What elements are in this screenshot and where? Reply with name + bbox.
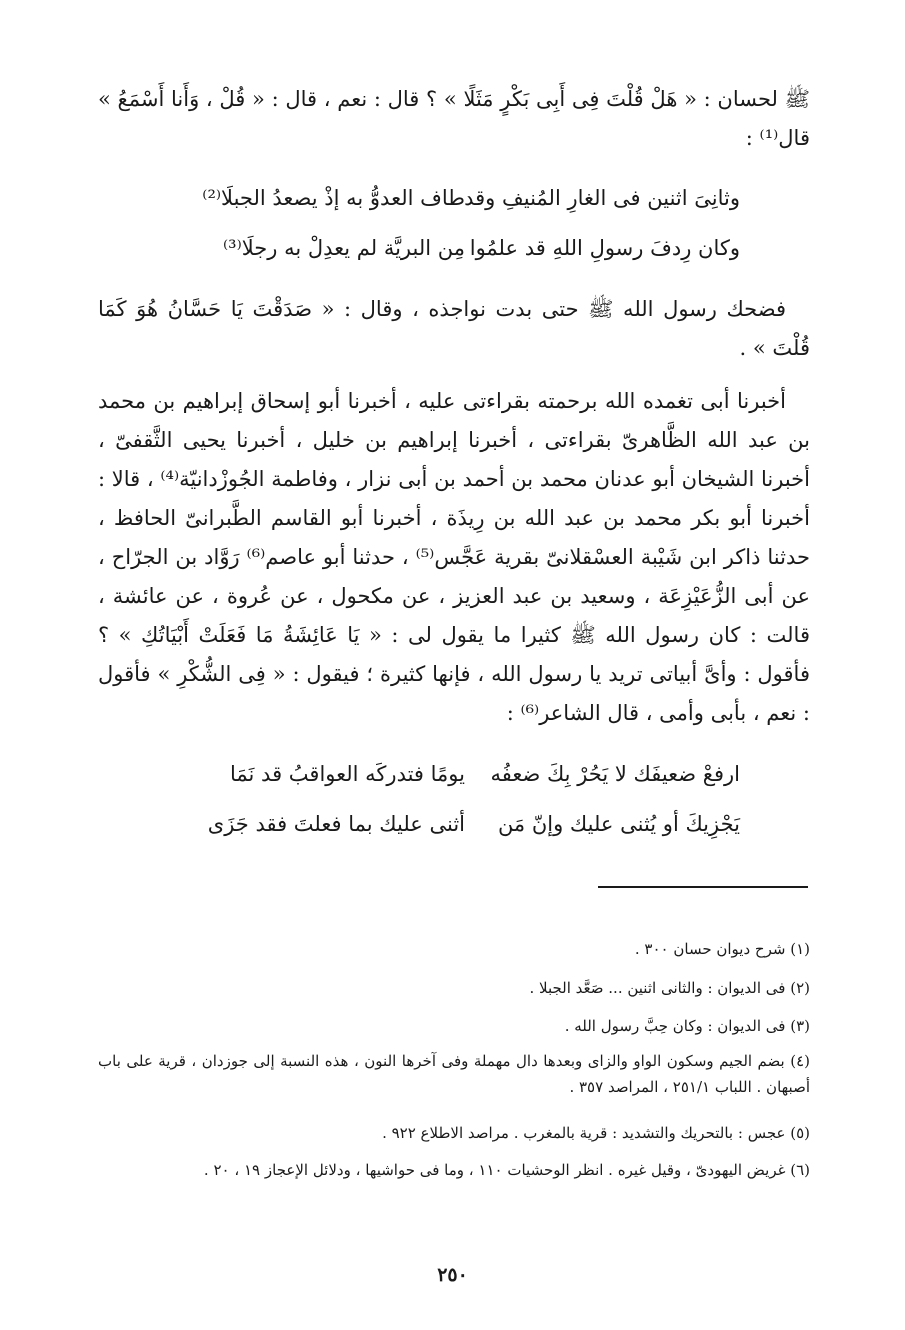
verse-3-second-hemistich: يومًا فتدركَه العواقبُ قد نَمَا [230,762,465,786]
verse-4-second-hemistich: أثنى عليك بما فعلتَ فقد جَزَى [207,812,465,836]
verse-1-second-hemistich: طاف العدوُّ به إذْ يصعدُ الجبلَا⁽²⁾ [202,186,465,210]
paragraph-hassan-dialogue: ﷺ لحسان : « هَلْ قُلْتَ فِى أَبِى بَكْرٍ مَثَلًا » ؟ قال : نعم ، قال : « قُلْ ، وَأَنا أَسْمَعُ » قال⁽¹⁾ : [98,87,810,150]
footnote-4: (٤) بضم الجيم وسكون الواو والزاى وبعدها دال مهملة وفى آخرها النون ، هذه النسبة إلى جوزدان ، قرية على باب أصبهان . اللباب ٢٥١/١ ، المراصد ٣٥٧ . [98,1052,810,1096]
footnote-6: (٦) غريض اليهودىّ ، وقيل غيره . انظر الوحشيات ١١٠ ، وما فى حواشيها ، ودلائل الإعجاز ١٩ ، ٢٠ . [203,1161,810,1179]
verse-line-2 [0,236,905,276]
footnote-1: (١) شرح ديوان حسان ٣٠٠ . [634,940,810,958]
verse-4-first-hemistich: يَجْزِيكَ أو يُثنى عليك وإنّ مَن [497,812,740,836]
paragraph-isnad-aisha: أخبرنا أبى تغمده الله برحمته بقراءتى عليه ، أخبرنا أبو إسحاق إبراهيم بن محمد بن عبد الله الظَّاهرىّ بقراءتى ، أخبرنا إبراهيم بن خليل ، أخبرنا يحيى الثَّقفىّ ، أخبرنا الشيخان أبو عدنان محمد بن أحمد بن أبى نزار ، وفاطمة الجُوزْدانيّة⁽⁴⁾ ، قالا : أخبرنا أبو بكر محمد بن عبد الله بن رِيذَة ، أخبرنا أبو القاسم الطَّبرانىّ الحافظ ، حدثنا ذاكر ابن شَيْبة العسْقلانىّ بقرية عَجَّس⁽⁵⁾ ، حدثنا أبو عاصم⁽⁶⁾ رَوَّاد بن الجرّاح ، عن أبى الزُّعَيْزِعَة ، وسعيد بن عبد العزيز ، عن مكحول ، عن عُروة ، عن عائشة ، قالت : كان رسول الله ﷺ كثيرا ما يقول لى : « يَا عَائِشَةُ مَا فَعَلَتْ أَبْيَاتُكِ » ؟ فأقول : وأىَّ أبياتى تريد يا رسول الله ، فإنها كثيرة ؛ فيقول : « فِى الشُّكْرِ » فأقول : نعم ، بأبى وأمى ، قال الشاعر⁽⁶⁾ : [98,389,810,725]
verse-line-4 [0,812,905,852]
page-number: ٢٥٠ [437,1264,468,1286]
verse-3-first-hemistich: ارفعْ ضعيفَك لا يَحُرْ بِكَ ضعفُه [490,762,740,786]
paragraph-prophet-laughed: فضحك رسول الله ﷺ حتى بدت نواجذه ، وقال : « صَدَقْتَ يَا حَسَّانُ هُوَ كَمَا قُلْتَ » . [98,297,810,360]
verse-1-first-hemistich: وثانِىَ اثنين فى الغارِ المُنيفِ وقد [464,186,740,210]
footnote-separator [598,886,808,888]
verse-line-1 [0,186,905,226]
footnote-5: (٥) عجس : بالتحريك والتشديد : قرية بالمغرب . مراصد الاطلاع ٩٢٢ . [382,1124,810,1142]
verse-2-first-hemistich: وكان رِدفَ رسولِ اللهِ قد علمُوا [469,236,740,260]
footnote-3: (٣) فى الديوان : وكان حِبَّ رسول الله . [564,1017,810,1035]
verse-2-second-hemistich: مِن البريَّة لم يعدِلْ به رجلَا⁽³⁾ [222,236,465,260]
verse-line-3 [0,762,905,802]
footnote-2: (٢) فى الديوان : والثانى اثنين ... صَعَّد الجبلا . [529,979,810,997]
